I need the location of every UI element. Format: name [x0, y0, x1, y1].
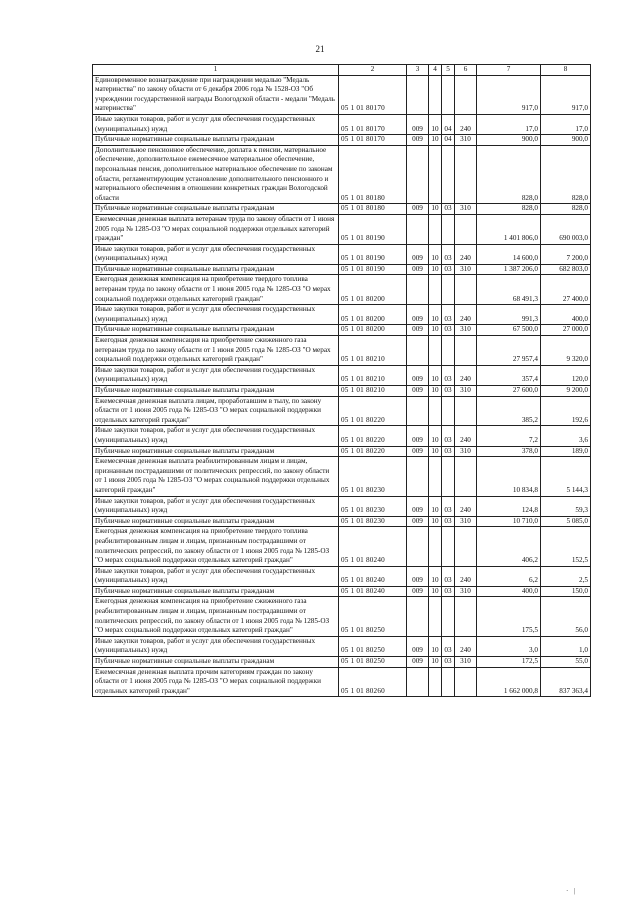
amount-year-2: 55,0 [541, 657, 591, 668]
table-row [93, 75, 591, 114]
table-row [93, 396, 591, 426]
section-code [429, 396, 442, 426]
subsection-code [442, 597, 455, 636]
ministry-code [407, 145, 429, 204]
amount-year-1: 175,5 [477, 597, 541, 636]
subsection-code: 03 [442, 496, 455, 516]
amount-year-1: 68 491,3 [477, 275, 541, 305]
section-code: 10 [429, 586, 442, 597]
amount-year-1: 1 387 206,0 [477, 264, 541, 275]
ministry-code: 009 [407, 446, 429, 457]
target-article-code: 05 1 01 80240 [339, 586, 407, 597]
subsection-code: 03 [442, 325, 455, 336]
amount-year-2: 7 200,0 [541, 244, 591, 264]
row-name: Ежемесячная денежная выплата лицам, проработавшим в тылу, по закону области от 1 июня 2005 года № 1285-ОЗ "О мерах социальной поддержки отдельных категорий граждан" [93, 396, 339, 426]
target-article-code: 05 1 01 80200 [339, 305, 407, 325]
table-row [93, 325, 591, 336]
row-name: Иные закупки товаров, работ и услуг для обеспечения государственных (муниципальных) нужд [93, 496, 339, 516]
expense-type-code [455, 597, 477, 636]
subsection-code: 03 [442, 516, 455, 527]
amount-year-1: 1 662 000,8 [477, 667, 541, 697]
table-row [93, 527, 591, 566]
row-name: Публичные нормативные социальные выплаты гражданам [93, 586, 339, 597]
ministry-code: 009 [407, 114, 429, 134]
ministry-code: 009 [407, 386, 429, 397]
expense-type-code: 310 [455, 135, 477, 146]
target-article-code: 05 1 01 80220 [339, 426, 407, 446]
amount-year-2: 2,5 [541, 566, 591, 586]
table-row [93, 496, 591, 516]
subsection-code: 03 [442, 204, 455, 215]
amount-year-1: 10 710,0 [477, 516, 541, 527]
amount-year-2: 5 144,3 [541, 457, 591, 496]
amount-year-1: 378,0 [477, 446, 541, 457]
expense-type-code: 240 [455, 496, 477, 516]
table-row [93, 214, 591, 244]
ministry-code: 009 [407, 496, 429, 516]
table-body [93, 75, 591, 697]
amount-year-1: 10 834,8 [477, 457, 541, 496]
target-article-code: 05 1 01 80190 [339, 214, 407, 244]
amount-year-2: 27 400,0 [541, 275, 591, 305]
budget-table [92, 64, 591, 697]
target-article-code: 05 1 01 80250 [339, 597, 407, 636]
table-row [93, 566, 591, 586]
table-row [93, 446, 591, 457]
table-row [93, 204, 591, 215]
subsection-code: 03 [442, 365, 455, 385]
ministry-code: 009 [407, 204, 429, 215]
target-article-code: 05 1 01 80250 [339, 657, 407, 668]
expense-type-code [455, 145, 477, 204]
target-article-code: 05 1 01 80200 [339, 275, 407, 305]
table-row [93, 586, 591, 597]
amount-year-1: 124,8 [477, 496, 541, 516]
expense-type-code: 240 [455, 426, 477, 446]
target-article-code: 05 1 01 80230 [339, 496, 407, 516]
target-article-code: 05 1 01 80180 [339, 145, 407, 204]
row-name: Ежемесячная денежная выплата ветеранам труда по закону области от 1 июня 2005 года № 1285-ОЗ "О мерах социальной поддержки отдельных категорий граждан" [93, 214, 339, 244]
table-row [93, 114, 591, 134]
ministry-code: 009 [407, 566, 429, 586]
ministry-code [407, 667, 429, 697]
expense-type-code: 240 [455, 244, 477, 264]
amount-year-1: 1 401 806,0 [477, 214, 541, 244]
expense-type-code: 240 [455, 636, 477, 656]
table-row [93, 275, 591, 305]
row-name: Ежемесячная денежная выплата реабилитированным лицам и лицам, признанным пострадавшими от политических репрессий, по закону области от 1 июня 2005 года № 1285-ОЗ "О мерах социальной поддержки отдельных категорий граждан" [93, 457, 339, 496]
row-name: Иные закупки товаров, работ и услуг для обеспечения государственных (муниципальных) нужд [93, 566, 339, 586]
section-code: 10 [429, 305, 442, 325]
table-row [93, 145, 591, 204]
target-article-code: 05 1 01 80240 [339, 566, 407, 586]
target-article-code: 05 1 01 80170 [339, 135, 407, 146]
row-name: Иные закупки товаров, работ и услуг для обеспечения государственных (муниципальных) нужд [93, 426, 339, 446]
ministry-code: 009 [407, 426, 429, 446]
subsection-code: 03 [442, 264, 455, 275]
target-article-code: 05 1 01 80260 [339, 667, 407, 697]
expense-type-code: 310 [455, 446, 477, 457]
column-number: 1 [93, 65, 339, 76]
amount-year-2: 3,6 [541, 426, 591, 446]
column-number: 8 [541, 65, 591, 76]
amount-year-2: 56,0 [541, 597, 591, 636]
table-row [93, 636, 591, 656]
subsection-code: 03 [442, 305, 455, 325]
row-name: Иные закупки товаров, работ и услуг для обеспечения государственных (муниципальных) нужд [93, 365, 339, 385]
amount-year-1: 357,4 [477, 365, 541, 385]
subsection-code [442, 667, 455, 697]
subsection-code: 03 [442, 386, 455, 397]
expense-type-code: 310 [455, 325, 477, 336]
ministry-code: 009 [407, 305, 429, 325]
expense-type-code [455, 527, 477, 566]
subsection-code: 03 [442, 426, 455, 446]
section-code [429, 214, 442, 244]
subsection-code: 03 [442, 657, 455, 668]
section-code [429, 75, 442, 114]
amount-year-2: 189,0 [541, 446, 591, 457]
ministry-code: 009 [407, 636, 429, 656]
expense-type-code [455, 214, 477, 244]
expense-type-code [455, 275, 477, 305]
amount-year-1: 14 600,0 [477, 244, 541, 264]
row-name: Публичные нормативные социальные выплаты гражданам [93, 264, 339, 275]
expense-type-code [455, 667, 477, 697]
ministry-code: 009 [407, 657, 429, 668]
subsection-code [442, 75, 455, 114]
expense-type-code [455, 396, 477, 426]
section-code [429, 457, 442, 496]
section-code: 10 [429, 365, 442, 385]
target-article-code: 05 1 01 80220 [339, 396, 407, 426]
section-code: 10 [429, 264, 442, 275]
amount-year-2: 917,0 [541, 75, 591, 114]
target-article-code: 05 1 01 80210 [339, 365, 407, 385]
column-number: 6 [455, 65, 477, 76]
expense-type-code: 310 [455, 204, 477, 215]
row-name: Публичные нормативные социальные выплаты гражданам [93, 204, 339, 215]
target-article-code: 05 1 01 80170 [339, 114, 407, 134]
expense-type-code [455, 75, 477, 114]
section-code [429, 145, 442, 204]
target-article-code: 05 1 01 80170 [339, 75, 407, 114]
subsection-code [442, 457, 455, 496]
expense-type-code: 310 [455, 657, 477, 668]
amount-year-2: 120,0 [541, 365, 591, 385]
expense-type-code: 310 [455, 386, 477, 397]
section-code [429, 597, 442, 636]
target-article-code: 05 1 01 80190 [339, 244, 407, 264]
table-row [93, 597, 591, 636]
expense-type-code: 240 [455, 566, 477, 586]
expense-type-code: 240 [455, 114, 477, 134]
section-code: 10 [429, 636, 442, 656]
table-row [93, 657, 591, 668]
expense-type-code: 310 [455, 264, 477, 275]
table-row [93, 426, 591, 446]
ministry-code [407, 597, 429, 636]
section-code: 10 [429, 516, 442, 527]
row-name: Иные закупки товаров, работ и услуг для обеспечения государственных (муниципальных) нужд [93, 244, 339, 264]
amount-year-2: 400,0 [541, 305, 591, 325]
column-number: 4 [429, 65, 442, 76]
ministry-code [407, 336, 429, 366]
ministry-code: 009 [407, 244, 429, 264]
row-name: Публичные нормативные социальные выплаты гражданам [93, 516, 339, 527]
ministry-code [407, 457, 429, 496]
section-code: 10 [429, 386, 442, 397]
target-article-code: 05 1 01 80210 [339, 386, 407, 397]
amount-year-1: 27 600,0 [477, 386, 541, 397]
column-number: 5 [442, 65, 455, 76]
target-article-code: 05 1 01 80180 [339, 204, 407, 215]
table-row [93, 457, 591, 496]
target-article-code: 05 1 01 80240 [339, 527, 407, 566]
column-number: 7 [477, 65, 541, 76]
table-row [93, 516, 591, 527]
amount-year-1: 991,3 [477, 305, 541, 325]
target-article-code: 05 1 01 80220 [339, 446, 407, 457]
subsection-code [442, 396, 455, 426]
amount-year-2: 900,0 [541, 135, 591, 146]
row-name: Единовременное вознаграждение при награждении медалью "Медаль материнства" по закону области от 6 декабря 2006 года № 1528-ОЗ "Об учреждении государственной награды Вологодской области - медали "Медаль материнства" [93, 75, 339, 114]
expense-type-code [455, 457, 477, 496]
section-code: 10 [429, 244, 442, 264]
amount-year-2: 9 320,0 [541, 336, 591, 366]
table-row [93, 135, 591, 146]
ministry-code: 009 [407, 586, 429, 597]
section-code [429, 527, 442, 566]
subsection-code [442, 527, 455, 566]
section-code [429, 336, 442, 366]
subsection-code: 04 [442, 135, 455, 146]
section-code [429, 667, 442, 697]
row-name: Публичные нормативные социальные выплаты гражданам [93, 325, 339, 336]
column-number: 2 [339, 65, 407, 76]
subsection-code: 03 [442, 566, 455, 586]
section-code: 10 [429, 204, 442, 215]
target-article-code: 05 1 01 80210 [339, 336, 407, 366]
ministry-code: 009 [407, 365, 429, 385]
amount-year-1: 385,2 [477, 396, 541, 426]
target-article-code: 05 1 01 80190 [339, 264, 407, 275]
row-name: Публичные нормативные социальные выплаты гражданам [93, 386, 339, 397]
amount-year-1: 900,0 [477, 135, 541, 146]
row-name: Публичные нормативные социальные выплаты гражданам [93, 446, 339, 457]
table-row [93, 365, 591, 385]
section-code: 10 [429, 446, 442, 457]
amount-year-1: 828,0 [477, 204, 541, 215]
section-code: 10 [429, 426, 442, 446]
ministry-code: 009 [407, 516, 429, 527]
amount-year-1: 6,2 [477, 566, 541, 586]
column-number: 3 [407, 65, 429, 76]
ministry-code [407, 214, 429, 244]
row-name: Иные закупки товаров, работ и услуг для обеспечения государственных (муниципальных) нужд [93, 636, 339, 656]
section-code: 10 [429, 566, 442, 586]
table-row [93, 667, 591, 697]
subsection-code [442, 275, 455, 305]
expense-type-code [455, 336, 477, 366]
section-code: 10 [429, 657, 442, 668]
subsection-code: 03 [442, 636, 455, 656]
ministry-code [407, 275, 429, 305]
target-article-code: 05 1 01 80250 [339, 636, 407, 656]
amount-year-2: 27 000,0 [541, 325, 591, 336]
amount-year-1: 7,2 [477, 426, 541, 446]
table-row [93, 305, 591, 325]
subsection-code: 03 [442, 244, 455, 264]
section-code: 10 [429, 496, 442, 516]
row-name: Иные закупки товаров, работ и услуг для обеспечения государственных (муниципальных) нужд [93, 305, 339, 325]
expense-type-code: 310 [455, 586, 477, 597]
amount-year-2: 59,3 [541, 496, 591, 516]
amount-year-2: 17,0 [541, 114, 591, 134]
section-code: 10 [429, 114, 442, 134]
row-name: Ежегодная денежная компенсация на приобретение сжиженного газа ветеранам труда по закону области от 1 июня 2005 года № 1285-ОЗ "О мерах социальной поддержки отдельных категорий граждан" [93, 336, 339, 366]
amount-year-1: 917,0 [477, 75, 541, 114]
amount-year-2: 150,0 [541, 586, 591, 597]
amount-year-1: 17,0 [477, 114, 541, 134]
row-name: Публичные нормативные социальные выплаты гражданам [93, 135, 339, 146]
target-article-code: 05 1 01 80230 [339, 457, 407, 496]
amount-year-1: 172,5 [477, 657, 541, 668]
amount-year-2: 1,0 [541, 636, 591, 656]
amount-year-1: 67 500,0 [477, 325, 541, 336]
ministry-code [407, 75, 429, 114]
row-name: Ежемесячная денежная выплата прочим категориям граждан по закону области от 1 июня 2005 года № 1285-ОЗ "О мерах социальной поддержки отдельных категорий граждан" [93, 667, 339, 697]
subsection-code [442, 214, 455, 244]
row-name: Иные закупки товаров, работ и услуг для обеспечения государственных (муниципальных) нужд [93, 114, 339, 134]
amount-year-1: 3,0 [477, 636, 541, 656]
amount-year-2: 837 363,4 [541, 667, 591, 697]
row-name: Ежегодная денежная компенсация на приобретение твердого топлива ветеранам труда по закону области от 1 июня 2005 года № 1285-ОЗ "О мерах социальной поддержки отдельных категорий граждан" [93, 275, 339, 305]
subsection-code [442, 145, 455, 204]
amount-year-1: 27 957,4 [477, 336, 541, 366]
target-article-code: 05 1 01 80200 [339, 325, 407, 336]
target-article-code: 05 1 01 80230 [339, 516, 407, 527]
amount-year-1: 400,0 [477, 586, 541, 597]
ministry-code [407, 527, 429, 566]
row-name: Публичные нормативные социальные выплаты гражданам [93, 657, 339, 668]
column-number-row [93, 65, 591, 76]
subsection-code: 04 [442, 114, 455, 134]
scan-mark: · | [566, 887, 575, 895]
amount-year-2: 152,5 [541, 527, 591, 566]
section-code: 10 [429, 325, 442, 336]
row-name: Ежегодная денежная компенсация на приобретение твердого топлива реабилитированным лицам и лицам, признанным пострадавшими от политических репрессий, по закону области от 1 июня 2005 года № 1285-ОЗ "О мерах социальной поддержки отдельных категорий граждан" [93, 527, 339, 566]
row-name: Ежегодная денежная компенсация на приобретение сжиженного газа реабилитированным лицам и лицам, признанным пострадавшими от политических репрессий, по закону области от 1 июня 2005 года № 1285-ОЗ "О мерах социальной поддержки отдельных категорий граждан" [93, 597, 339, 636]
table-row [93, 264, 591, 275]
table-row [93, 244, 591, 264]
row-name: Дополнительное пенсионное обеспечение, доплата к пенсии, материальное обеспечение, дополнительное ежемесячное материальное обеспечение, персональная пенсия, дополнительное материальное обеспечение по законам области, регламентирующим установление дополнительного пенсионного и материального обеспечения в отношении конкретных граждан Вологодской области [93, 145, 339, 204]
amount-year-2: 828,0 [541, 204, 591, 215]
amount-year-2: 682 803,0 [541, 264, 591, 275]
section-code: 10 [429, 135, 442, 146]
amount-year-2: 192,6 [541, 396, 591, 426]
subsection-code [442, 336, 455, 366]
ministry-code: 009 [407, 135, 429, 146]
amount-year-1: 828,0 [477, 145, 541, 204]
ministry-code: 009 [407, 325, 429, 336]
ministry-code: 009 [407, 264, 429, 275]
table-row [93, 386, 591, 397]
ministry-code [407, 396, 429, 426]
page-number: 21 [315, 44, 325, 54]
amount-year-1: 406,2 [477, 527, 541, 566]
table-row [93, 336, 591, 366]
amount-year-2: 690 003,0 [541, 214, 591, 244]
expense-type-code: 310 [455, 516, 477, 527]
amount-year-2: 828,0 [541, 145, 591, 204]
amount-year-2: 5 085,0 [541, 516, 591, 527]
expense-type-code: 240 [455, 305, 477, 325]
section-code [429, 275, 442, 305]
amount-year-2: 9 200,0 [541, 386, 591, 397]
subsection-code: 03 [442, 586, 455, 597]
subsection-code: 03 [442, 446, 455, 457]
expense-type-code: 240 [455, 365, 477, 385]
